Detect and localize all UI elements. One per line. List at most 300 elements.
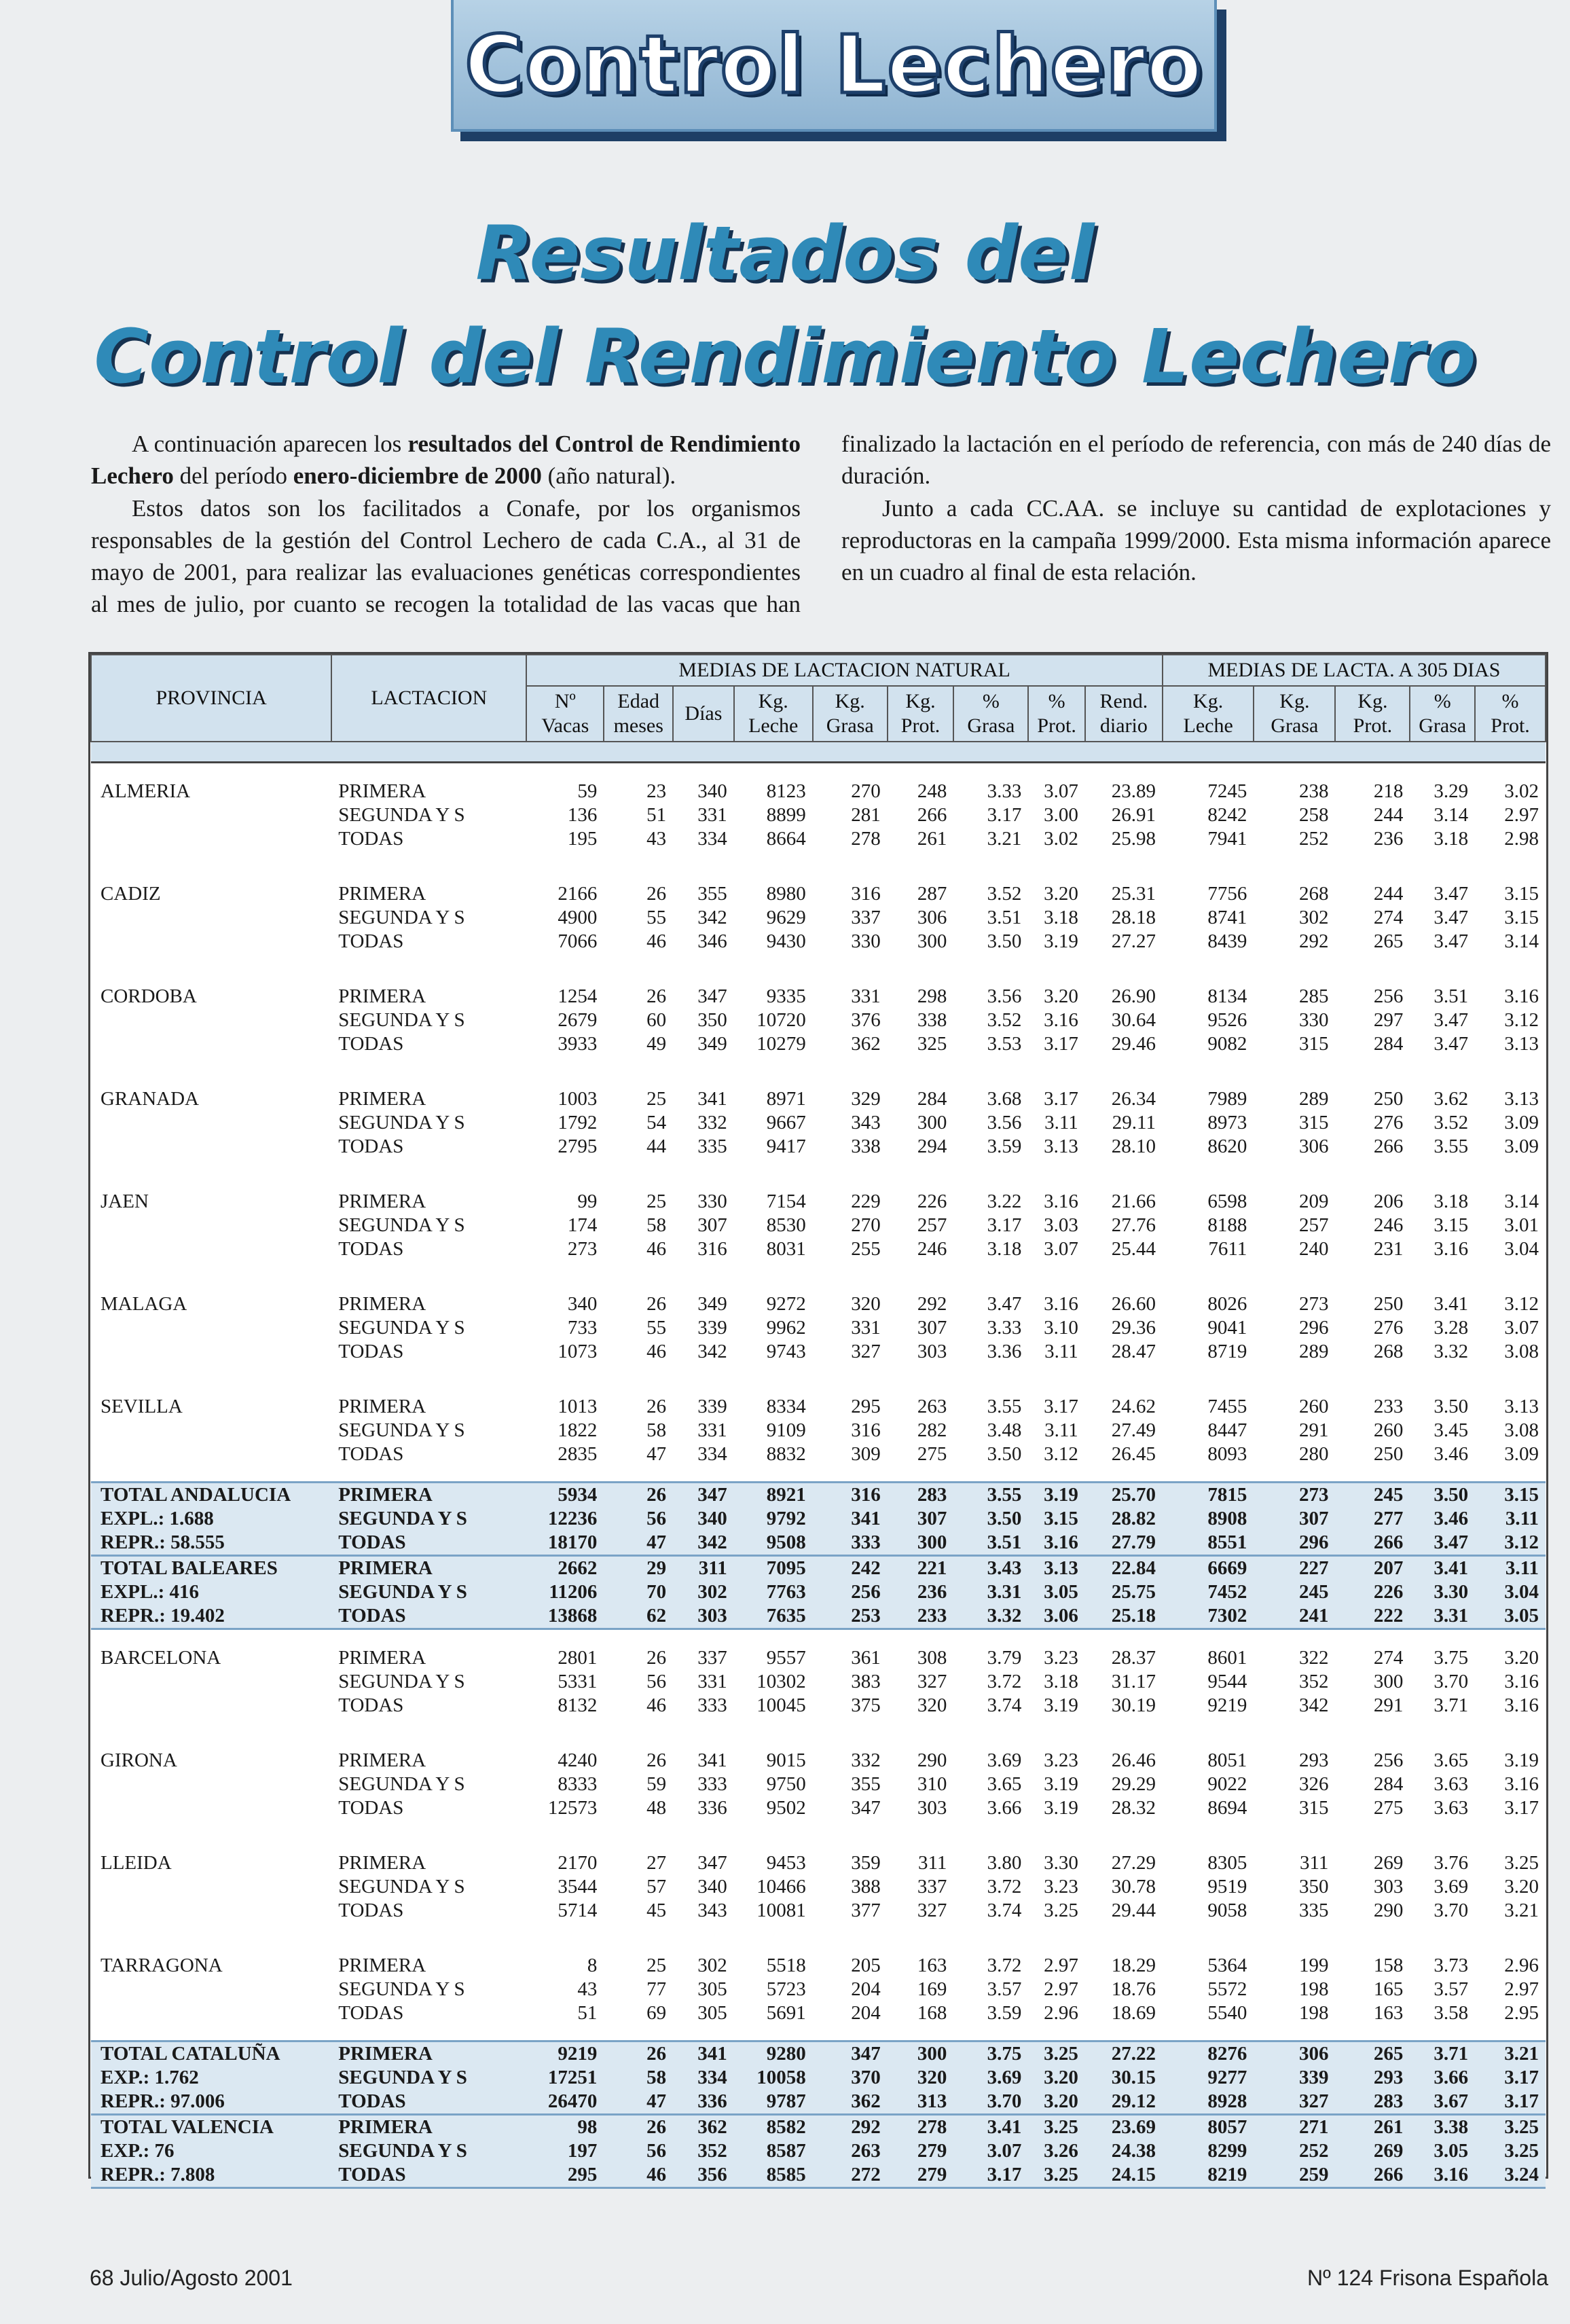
table-cell: 280 bbox=[1298, 1443, 1329, 1465]
table-cell: 3.50 bbox=[953, 1507, 1028, 1531]
table-cell: 263 bbox=[813, 2139, 888, 2163]
table-cell: 246 bbox=[1373, 1214, 1404, 1236]
table-cell: 279 bbox=[888, 2163, 954, 2188]
table-row bbox=[91, 1875, 1546, 1899]
table-cell: 269 bbox=[1373, 1852, 1404, 1874]
table-row bbox=[91, 1009, 1546, 1032]
table-cell: 9519 bbox=[1207, 1876, 1247, 1898]
table-cell: 26 bbox=[604, 2115, 673, 2140]
table-cell: 331 bbox=[697, 1419, 727, 1441]
table-cell: 3.05 bbox=[1028, 1580, 1084, 1604]
lactation-type: SEGUNDA Y S bbox=[331, 1580, 526, 1604]
table-cell: 292 bbox=[1298, 930, 1329, 952]
table-cell: 3.53 bbox=[987, 1033, 1022, 1055]
table-cell: 1254 bbox=[558, 985, 598, 1007]
table-cell: 26.90 bbox=[1111, 985, 1156, 1007]
lactation-type: PRIMERA bbox=[338, 883, 426, 905]
table-cell: 8 bbox=[587, 1955, 598, 1976]
table-cell: 4240 bbox=[558, 1749, 598, 1771]
table-cell: 8664 bbox=[766, 828, 806, 850]
table-cell: 5572 bbox=[1207, 1978, 1247, 2000]
table-cell: 7066 bbox=[558, 930, 598, 952]
header-kg-prot bbox=[888, 686, 954, 742]
header-group-natural: MEDIAS DE LACTACION NATURAL bbox=[526, 655, 1163, 686]
table-cell: 9743 bbox=[766, 1341, 806, 1362]
table-cell: 209 bbox=[1298, 1191, 1329, 1212]
table-cell: 3.36 bbox=[987, 1341, 1022, 1362]
table-cell: 275 bbox=[1373, 1797, 1404, 1819]
table-cell: 6598 bbox=[1207, 1191, 1247, 1212]
header-n-vacas bbox=[526, 686, 604, 742]
table-cell: 245 bbox=[1335, 1483, 1410, 1508]
table-row bbox=[91, 1732, 1546, 1773]
table-cell: 377 bbox=[851, 1900, 881, 1921]
lactation-type: TODAS bbox=[338, 2002, 404, 2024]
table-cell: 300 bbox=[917, 1112, 947, 1133]
table-cell: 3.05 bbox=[1410, 2139, 1475, 2163]
table-cell: 236 bbox=[888, 1580, 954, 1604]
table-cell: 331 bbox=[697, 804, 727, 826]
table-cell: 3.17 bbox=[1044, 1033, 1078, 1055]
table-cell: 26.45 bbox=[1111, 1443, 1156, 1465]
table-cell: 3.69 bbox=[987, 1749, 1022, 1771]
table-cell: 3.17 bbox=[1504, 1797, 1539, 1819]
table-cell: 2170 bbox=[558, 1852, 598, 1874]
table-cell: 342 bbox=[1298, 1694, 1329, 1716]
table-cell: 3.72 bbox=[987, 1876, 1022, 1898]
table-cell: 3.33 bbox=[987, 1317, 1022, 1339]
table-cell: 3.02 bbox=[1504, 780, 1539, 802]
table-cell: 25.70 bbox=[1085, 1483, 1163, 1508]
table-cell: 27.29 bbox=[1111, 1852, 1156, 1874]
table-cell: 3.23 bbox=[1044, 1876, 1078, 1898]
province-block bbox=[91, 866, 1546, 968]
table-row bbox=[91, 1379, 1546, 1419]
table-cell: 339 bbox=[1254, 2066, 1335, 2090]
table-cell: 4900 bbox=[558, 907, 598, 928]
table-row bbox=[91, 1135, 1546, 1174]
table-cell: 3.46 bbox=[1434, 1443, 1469, 1465]
table-cell: 327 bbox=[1254, 2090, 1335, 2115]
table-cell: 7452 bbox=[1163, 1580, 1254, 1604]
table-cell: 3.16 bbox=[1504, 1671, 1539, 1692]
table-cell: 28.10 bbox=[1111, 1136, 1156, 1157]
table-cell: 733 bbox=[567, 1317, 598, 1339]
table-cell: 352 bbox=[1298, 1671, 1329, 1692]
header-text: Kg. bbox=[758, 690, 788, 712]
table-cell: 8551 bbox=[1163, 1531, 1254, 1556]
table-cell: 47 bbox=[604, 1531, 673, 1556]
table-cell: 3.38 bbox=[1410, 2115, 1475, 2140]
table-cell: 9453 bbox=[766, 1852, 806, 1874]
province-extra bbox=[91, 1316, 331, 1340]
table-cell: 27.22 bbox=[1085, 2041, 1163, 2067]
table-cell: 3.05 bbox=[1475, 1604, 1546, 1629]
table-cell: 3.31 bbox=[953, 1580, 1028, 1604]
table-cell: 3.19 bbox=[1044, 1694, 1078, 1716]
table-row bbox=[91, 2041, 1546, 2067]
table-cell: 10081 bbox=[756, 1900, 806, 1921]
header-text: meses bbox=[613, 714, 663, 737]
intro-paragraph-1 bbox=[91, 428, 801, 492]
province-block bbox=[91, 763, 1546, 867]
table-cell: 26.60 bbox=[1111, 1293, 1156, 1315]
table-cell: 2.98 bbox=[1504, 828, 1539, 850]
table-cell: 24.38 bbox=[1085, 2139, 1163, 2163]
table-cell: 305 bbox=[697, 1978, 727, 2000]
table-cell: 252 bbox=[1254, 2139, 1335, 2163]
table-cell: 3.41 bbox=[1410, 1556, 1475, 1581]
table-cell: 9219 bbox=[526, 2041, 604, 2067]
table-cell: 44 bbox=[646, 1136, 667, 1157]
province-block bbox=[91, 1071, 1546, 1174]
table-cell: 18.69 bbox=[1111, 2002, 1156, 2024]
table-cell: 10720 bbox=[756, 1009, 806, 1031]
table-cell: 227 bbox=[1254, 1556, 1335, 1581]
header-dias: Días bbox=[673, 686, 734, 742]
header-kg-leche bbox=[734, 686, 813, 742]
table-cell: 9508 bbox=[734, 1531, 813, 1556]
table-cell: 62 bbox=[604, 1604, 673, 1629]
total-block bbox=[91, 1556, 1546, 1629]
table-cell: 306 bbox=[1254, 2041, 1335, 2067]
table-cell: 266 bbox=[1373, 1136, 1404, 1157]
table-cell: 25 bbox=[646, 1955, 667, 1976]
table-cell: 320 bbox=[917, 1694, 947, 1716]
table-cell: 25.31 bbox=[1111, 883, 1156, 905]
table-cell: 3.12 bbox=[1044, 1443, 1078, 1465]
table-cell: 3.18 bbox=[987, 1238, 1022, 1260]
lactation-type: TODAS bbox=[338, 1797, 404, 1819]
province-name: CADIZ bbox=[101, 883, 161, 905]
table-cell: 8899 bbox=[766, 804, 806, 826]
table-cell: 340 bbox=[697, 780, 727, 802]
table-cell: 361 bbox=[851, 1647, 881, 1669]
table-cell: 266 bbox=[917, 804, 947, 826]
table-cell: 3.57 bbox=[1434, 1978, 1469, 2000]
table-row bbox=[91, 1276, 1546, 1316]
header-text: Kg. bbox=[905, 690, 936, 712]
table-cell: 3.15 bbox=[1475, 1483, 1546, 1508]
table-cell: 29.11 bbox=[1112, 1112, 1156, 1133]
table-cell: 3544 bbox=[558, 1876, 598, 1898]
table-cell: 18.29 bbox=[1111, 1955, 1156, 1976]
table-cell: 7756 bbox=[1207, 883, 1247, 905]
table-cell: 2166 bbox=[558, 883, 598, 905]
table-cell: 9750 bbox=[766, 1773, 806, 1795]
table-cell: 341 bbox=[697, 1088, 727, 1110]
table-cell: 8928 bbox=[1163, 2090, 1254, 2115]
table-cell: 292 bbox=[917, 1293, 947, 1315]
table-cell: 3.51 bbox=[987, 907, 1022, 928]
table-cell: 8921 bbox=[734, 1483, 813, 1508]
table-row bbox=[91, 1773, 1546, 1796]
header-text: % bbox=[1501, 690, 1519, 712]
table-row bbox=[91, 1531, 1546, 1556]
table-cell: 3.29 bbox=[1434, 780, 1469, 802]
table-cell: 3.69 bbox=[953, 2066, 1028, 2090]
table-cell: 308 bbox=[917, 1647, 947, 1669]
table-cell: 337 bbox=[851, 907, 881, 928]
table-cell: 8299 bbox=[1163, 2139, 1254, 2163]
lactation-type: PRIMERA bbox=[338, 1749, 426, 1771]
table-cell: 307 bbox=[697, 1214, 727, 1236]
lactation-type: TODAS bbox=[338, 1136, 404, 1157]
table-cell: 327 bbox=[917, 1671, 947, 1692]
lactation-type: SEGUNDA Y S bbox=[331, 2066, 526, 2090]
header-305-kg-prot bbox=[1335, 686, 1410, 742]
province-name: TOTAL BALEARES bbox=[91, 1556, 331, 1581]
table-cell: 3.20 bbox=[1028, 2066, 1084, 2090]
table-cell: 290 bbox=[917, 1749, 947, 1771]
table-cell: 1013 bbox=[558, 1396, 598, 1417]
table-cell: 8026 bbox=[1207, 1293, 1247, 1315]
province-extra bbox=[91, 803, 331, 827]
table-cell: 2679 bbox=[558, 1009, 598, 1031]
table-cell: 277 bbox=[1335, 1507, 1410, 1531]
table-cell: 3.12 bbox=[1504, 1293, 1539, 1315]
table-cell: 29.44 bbox=[1111, 1900, 1156, 1921]
province-extra: REPR.: 97.006 bbox=[91, 2090, 331, 2115]
table-cell: 310 bbox=[917, 1773, 947, 1795]
header-pct-grasa bbox=[953, 686, 1028, 742]
table-cell: 3.06 bbox=[1028, 1604, 1084, 1629]
table-cell: 3.74 bbox=[987, 1900, 1022, 1921]
province-block bbox=[91, 1938, 1546, 2041]
province-extra: REPR.: 7.808 bbox=[91, 2163, 331, 2188]
table-cell: 8620 bbox=[1207, 1136, 1247, 1157]
table-cell: 3.08 bbox=[1504, 1419, 1539, 1441]
table-cell: 8123 bbox=[766, 780, 806, 802]
table-cell: 3.41 bbox=[953, 2115, 1028, 2140]
table-cell: 338 bbox=[851, 1136, 881, 1157]
table-cell: 303 bbox=[917, 1341, 947, 1362]
table-row bbox=[91, 2163, 1546, 2188]
table-cell: 3.17 bbox=[1475, 2090, 1546, 2115]
table-row bbox=[91, 1032, 1546, 1071]
table-cell: 8694 bbox=[1207, 1797, 1247, 1819]
table-cell: 5540 bbox=[1207, 2002, 1247, 2024]
table-cell: 265 bbox=[1373, 930, 1404, 952]
table-cell: 300 bbox=[888, 2041, 954, 2067]
lactation-type: TODAS bbox=[331, 2090, 526, 2115]
table-cell: 297 bbox=[1373, 1009, 1404, 1031]
table-cell: 1822 bbox=[558, 1419, 598, 1441]
table-cell: 8585 bbox=[734, 2163, 813, 2188]
table-cell: 3.47 bbox=[1434, 930, 1469, 952]
table-cell: 3.70 bbox=[953, 2090, 1028, 2115]
table-cell: 7635 bbox=[734, 1604, 813, 1629]
header-305-kg-grasa bbox=[1254, 686, 1335, 742]
table-cell: 3.47 bbox=[1434, 1033, 1469, 1055]
table-cell: 306 bbox=[917, 907, 947, 928]
table-cell: 5364 bbox=[1207, 1955, 1247, 1976]
table-cell: 3.25 bbox=[1028, 2163, 1084, 2188]
table-cell: 3.72 bbox=[987, 1671, 1022, 1692]
table-cell: 307 bbox=[917, 1317, 947, 1339]
table-cell: 3.28 bbox=[1434, 1317, 1469, 1339]
table-cell: 2.96 bbox=[1504, 1955, 1539, 1976]
lactation-type: TODAS bbox=[338, 1694, 404, 1716]
table-cell: 8587 bbox=[734, 2139, 813, 2163]
table-cell: 2.97 bbox=[1044, 1955, 1078, 1976]
table-cell: 266 bbox=[1335, 2163, 1410, 2188]
table-cell: 47 bbox=[604, 2090, 673, 2115]
table-cell: 2662 bbox=[526, 1556, 604, 1581]
table-cell: 2801 bbox=[558, 1647, 598, 1669]
table-cell: 3.23 bbox=[1044, 1749, 1078, 1771]
table-cell: 347 bbox=[813, 2041, 888, 2067]
table-cell: 9417 bbox=[766, 1136, 806, 1157]
table-cell: 218 bbox=[1373, 780, 1404, 802]
lactation-type: TODAS bbox=[338, 1443, 404, 1465]
table-cell: 30.15 bbox=[1085, 2066, 1163, 2090]
table-cell: 29 bbox=[604, 1556, 673, 1581]
intro-paragraph-2: Estos datos son los facilitados a Conafe, por los organismos responsables de la gestión del Control Lechero de cada C.A., al 31 de mayo de 2001, para realizar las evaluaciones genéticas correspondientes al mes de julio, por cuanto se recogen la totalidad de las vacas que han finalizado la lactación en el período de referencia, con más de 240 días de duración. bbox=[91, 431, 1551, 618]
table-cell: 3.19 bbox=[1044, 1773, 1078, 1795]
table-cell: 8582 bbox=[734, 2115, 813, 2140]
table-row bbox=[91, 1899, 1546, 1938]
table-cell: 337 bbox=[697, 1647, 727, 1669]
table-cell: 349 bbox=[697, 1293, 727, 1315]
table-cell: 334 bbox=[697, 828, 727, 850]
table-cell: 313 bbox=[888, 2090, 954, 2115]
table-cell: 136 bbox=[567, 804, 598, 826]
lactation-type: TODAS bbox=[338, 1033, 404, 1055]
table-cell: 7095 bbox=[734, 1556, 813, 1581]
table-cell: 25.75 bbox=[1085, 1580, 1163, 1604]
table-cell: 8980 bbox=[766, 883, 806, 905]
table-cell: 8601 bbox=[1207, 1647, 1247, 1669]
table-cell: 1073 bbox=[558, 1341, 598, 1362]
table-row bbox=[91, 1694, 1546, 1732]
table-cell: 307 bbox=[1254, 1507, 1335, 1531]
separator-row bbox=[91, 742, 1546, 763]
table-cell: 342 bbox=[673, 1531, 734, 1556]
table-cell: 9629 bbox=[766, 907, 806, 928]
table-cell: 204 bbox=[851, 1978, 881, 2000]
lactation-type: SEGUNDA Y S bbox=[331, 2139, 526, 2163]
table-cell: 3.46 bbox=[1410, 1507, 1475, 1531]
table-cell: 8051 bbox=[1207, 1749, 1247, 1771]
table-cell: 3.07 bbox=[953, 2139, 1028, 2163]
table-cell: 3.16 bbox=[1044, 1293, 1078, 1315]
table-cell: 3.18 bbox=[1044, 907, 1078, 928]
header-text: Nº bbox=[554, 690, 576, 712]
table-cell: 3.50 bbox=[987, 930, 1022, 952]
table-cell: 311 bbox=[917, 1852, 947, 1874]
table-cell: 222 bbox=[1335, 1604, 1410, 1629]
table-cell: 26 bbox=[604, 2041, 673, 2067]
table-cell: 3.25 bbox=[1475, 2139, 1546, 2163]
table-cell: 169 bbox=[917, 1978, 947, 2000]
table-cell: 9544 bbox=[1207, 1671, 1247, 1692]
table-cell: 2.97 bbox=[1044, 1978, 1078, 2000]
table-row bbox=[91, 1835, 1546, 1875]
table-cell: 51 bbox=[577, 2002, 598, 2024]
table-cell: 3.51 bbox=[953, 1531, 1028, 1556]
table-cell: 3.23 bbox=[1044, 1647, 1078, 1669]
table-cell: 27.76 bbox=[1111, 1214, 1156, 1236]
table-cell: 282 bbox=[917, 1419, 947, 1441]
table-cell: 347 bbox=[673, 1483, 734, 1508]
table-cell: 26470 bbox=[526, 2090, 604, 2115]
lactation-type: PRIMERA bbox=[331, 1556, 526, 1581]
table-cell: 306 bbox=[1298, 1136, 1329, 1157]
province-extra: EXP.: 76 bbox=[91, 2139, 331, 2163]
table-cell: 29.36 bbox=[1111, 1317, 1156, 1339]
table-cell: 316 bbox=[697, 1238, 727, 1260]
table-cell: 46 bbox=[646, 1238, 667, 1260]
header-text: Prot. bbox=[1037, 714, 1076, 737]
table-cell: 257 bbox=[1298, 1214, 1329, 1236]
table-cell: 300 bbox=[888, 1531, 954, 1556]
header-text: Vacas bbox=[541, 714, 589, 737]
table-cell: 10279 bbox=[756, 1033, 806, 1055]
table-cell: 9272 bbox=[766, 1293, 806, 1315]
table-cell: 30.19 bbox=[1111, 1694, 1156, 1716]
table-cell: 250 bbox=[1373, 1088, 1404, 1110]
table-cell: 10302 bbox=[756, 1671, 806, 1692]
table-cell: 233 bbox=[1373, 1396, 1404, 1417]
table-cell: 3.52 bbox=[987, 883, 1022, 905]
table-cell: 8439 bbox=[1207, 930, 1247, 952]
table-cell: 98 bbox=[526, 2115, 604, 2140]
table-row bbox=[91, 866, 1546, 906]
table-cell: 9280 bbox=[734, 2041, 813, 2067]
table-cell: 322 bbox=[1298, 1647, 1329, 1669]
table-cell: 362 bbox=[851, 1033, 881, 1055]
table-cell: 7154 bbox=[766, 1191, 806, 1212]
table-cell: 340 bbox=[567, 1293, 598, 1315]
table-cell: 256 bbox=[1373, 1749, 1404, 1771]
lactation-type: SEGUNDA Y S bbox=[338, 1978, 465, 2000]
province-block bbox=[91, 1276, 1546, 1379]
table-cell: 3.04 bbox=[1504, 1238, 1539, 1260]
table-cell: 23.89 bbox=[1111, 780, 1156, 802]
table-row bbox=[91, 1316, 1546, 1340]
table-row bbox=[91, 1796, 1546, 1835]
table-cell: 300 bbox=[1373, 1671, 1404, 1692]
table-cell: 347 bbox=[851, 1797, 881, 1819]
table-cell: 3.45 bbox=[1434, 1419, 1469, 1441]
table-row bbox=[91, 1556, 1546, 1581]
province-extra bbox=[91, 1237, 331, 1276]
total-block bbox=[91, 1483, 1546, 1556]
province-name: JAEN bbox=[101, 1191, 149, 1212]
table-cell: 347 bbox=[697, 985, 727, 1007]
table-cell: 9667 bbox=[766, 1112, 806, 1133]
table-cell: 3.68 bbox=[987, 1088, 1022, 1110]
table-cell: 3.30 bbox=[1410, 1580, 1475, 1604]
table-cell: 331 bbox=[851, 1317, 881, 1339]
province-block bbox=[91, 1835, 1546, 1938]
table-cell: 3.50 bbox=[987, 1443, 1022, 1465]
table-cell: 163 bbox=[1373, 2002, 1404, 2024]
province-extra bbox=[91, 1032, 331, 1071]
province-name: GIRONA bbox=[101, 1749, 177, 1771]
table-cell: 388 bbox=[851, 1876, 881, 1898]
table-cell: 17251 bbox=[526, 2066, 604, 2090]
table-cell: 3.16 bbox=[1504, 985, 1539, 1007]
table-row bbox=[91, 1670, 1546, 1694]
province-name: CORDOBA bbox=[101, 985, 197, 1007]
province-name: MALAGA bbox=[101, 1293, 187, 1315]
table-cell: 8057 bbox=[1163, 2115, 1254, 2140]
table-cell: 9526 bbox=[1207, 1009, 1247, 1031]
table-cell: 8971 bbox=[766, 1088, 806, 1110]
table-cell: 261 bbox=[1335, 2115, 1410, 2140]
